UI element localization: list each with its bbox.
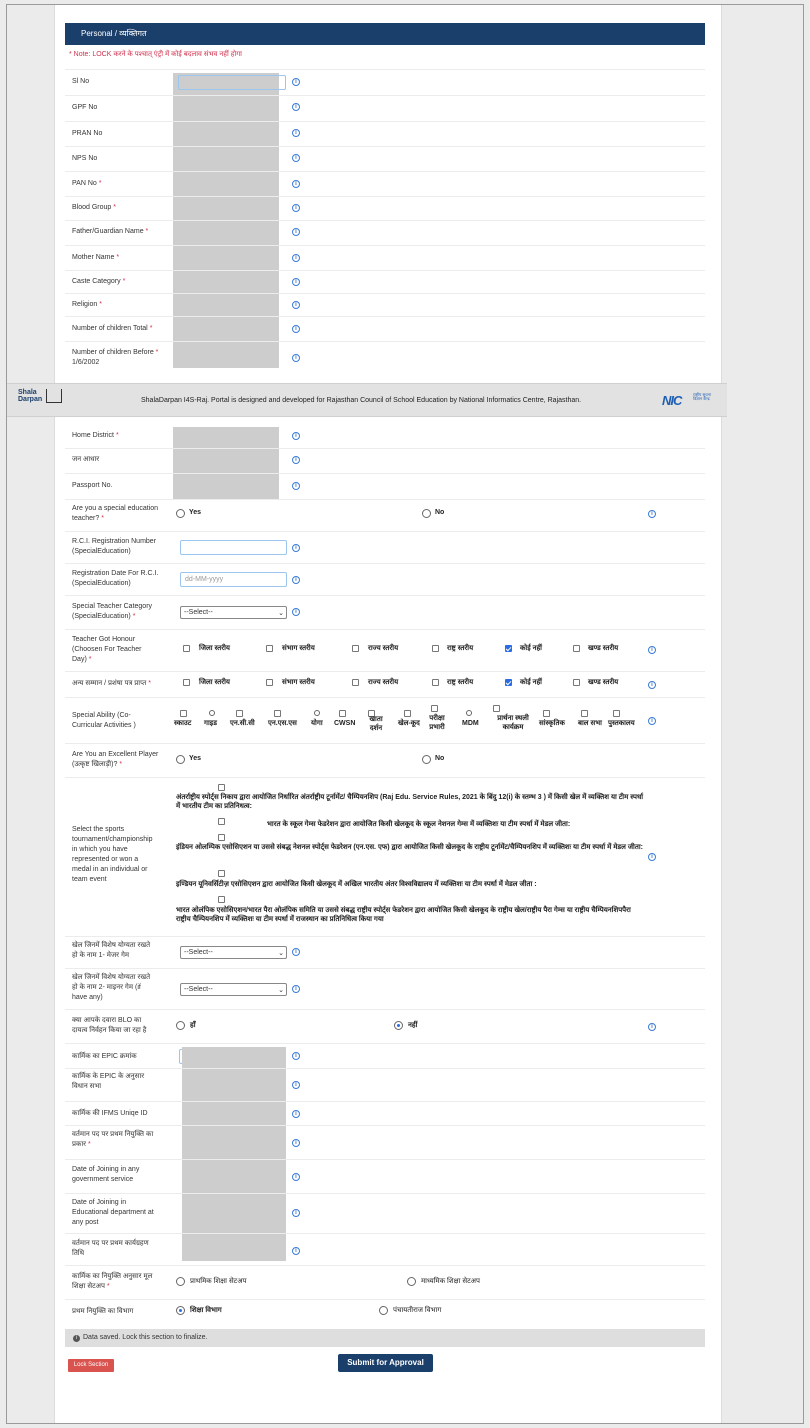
label-epic-assembly: कार्मिक के EPIC के अनुसार विधान सभा: [72, 1073, 145, 1090]
registration-date-input[interactable]: dd-MM-yyyy: [180, 572, 287, 587]
browser-viewport: [6, 4, 804, 1424]
ability-checkbox[interactable]: [339, 710, 346, 717]
label-first-appointment: वर्तमान पद पर प्रथम नियुक्ति का प्रकार *: [72, 1131, 154, 1148]
ability-label: खेल-कूद: [398, 720, 420, 727]
secondary-setup-label: माध्यमिक शिक्षा सेटअप: [421, 1278, 480, 1285]
label-passport-no: Passport No.: [72, 482, 113, 489]
info-icon[interactable]: i: [292, 1052, 300, 1060]
no-label: No: [435, 755, 445, 762]
ability-label: बाल सभा: [578, 720, 602, 727]
label-mother-name: Mother Name *: [72, 254, 120, 261]
ability-label: योगा: [311, 720, 323, 727]
label-special-ability: Special Ability (Co- Curricular Activities ): [72, 712, 136, 729]
nic-logo-subtitle: राष्ट्रीय सूचना विज्ञान केन्द्र: [693, 392, 711, 401]
honour-option-label: जिला स्तरीय: [199, 645, 230, 652]
nahin-label: नहीं: [408, 1022, 418, 1029]
sports-checkbox[interactable]: [218, 834, 225, 841]
excellent-player-no-radio[interactable]: [422, 755, 431, 764]
label-other-award: अन्य सम्मान / प्रशंषा पत्र प्राप्त *: [72, 680, 151, 687]
panchayati-raj-label: पंचायतीराज विभाग: [393, 1307, 442, 1314]
award-option-label: कोई नहीं: [520, 679, 542, 686]
label-doj-government: Date of Joining in any government service: [72, 1166, 140, 1183]
sports-option-label: इंडियन ओलम्पिक एसोसिएशन या उससे संबद्ध नेशनल स्पोर्ट्स फेडरेशन (एन.एस. एफ) द्वारा आयोजित किसी खेलकूद के राष्ट्रीय टूर्नामेंट/चैम्पियनशिप में व्यक्तिशः या टीम स्पर्धा में मेडल जीता:: [176, 844, 643, 851]
info-icon[interactable]: i: [292, 78, 300, 86]
info-icon[interactable]: i: [292, 325, 300, 333]
sports-checkbox[interactable]: [218, 818, 225, 825]
info-icon[interactable]: i: [648, 646, 656, 654]
info-icon[interactable]: i: [648, 681, 656, 689]
info-icon[interactable]: i: [292, 204, 300, 212]
info-icon[interactable]: i: [292, 1139, 300, 1147]
special-teacher-no-radio[interactable]: [422, 509, 431, 518]
info-icon[interactable]: i: [292, 1110, 300, 1118]
section-header: Personal / व्यक्तिगत: [65, 23, 705, 45]
info-icon[interactable]: i: [648, 1023, 656, 1031]
ability-checkbox[interactable]: [314, 710, 320, 716]
sports-option-label: भारत ओलंपिक एसोसिएशन/भारत पैरा ओलंपिक समिति या उससे संबद्ध राष्ट्रीय स्पोर्ट्स फेडरेशन द्वारा आयोजित किसी खेलकूद के राष्ट्रीय खेल/राष्ट्रीय पैरा गेम्स या राष्ट्रीय चैम्पियनशिपपैरा राष्ट्रीय चैम्पियनशिप में व्यक्तिशः या टीम स्पर्धा में राजस्थान का प्रतिनिधित्व किया गया: [176, 907, 631, 923]
award-option-label: जिला स्तरीय: [199, 679, 230, 686]
honour-option-label: कोई नहीं: [520, 645, 542, 652]
honour-checkbox[interactable]: [266, 645, 273, 652]
ability-checkbox[interactable]: [613, 710, 620, 717]
ability-label: सांस्कृतिक: [539, 720, 565, 727]
ability-checkbox[interactable]: [466, 710, 472, 716]
info-icon[interactable]: i: [292, 1173, 300, 1181]
ability-checkbox[interactable]: [404, 710, 411, 717]
honour-option-label: राज्य स्तरीय: [368, 645, 399, 652]
award-checkbox[interactable]: [432, 679, 439, 686]
info-icon[interactable]: i: [292, 301, 300, 309]
info-icon[interactable]: i: [292, 432, 300, 440]
label-pran-no: PRAN No: [72, 130, 103, 137]
honour-option-label: संभाग स्तरीय: [282, 645, 315, 652]
ability-label: गाइड: [204, 720, 217, 727]
sports-checkbox[interactable]: [218, 896, 225, 903]
label-ifms-id: कार्मिक की IFMS Uniqe ID: [72, 1110, 148, 1117]
excellent-player-yes-radio[interactable]: [176, 755, 185, 764]
label-doj-education: Date of Joining in Educational department at any post: [72, 1199, 154, 1226]
label-religion: Religion *: [72, 301, 102, 308]
ability-checkbox[interactable]: [209, 710, 215, 716]
label-blood-group: Blood Group *: [72, 204, 116, 211]
status-bar: [65, 1329, 705, 1347]
special-teacher-category-select[interactable]: --Select-- ⌄: [180, 606, 287, 619]
label-sports-tournament: Select the sports tournament/championship in which you have represented or won a medal in an individual or team event: [72, 826, 153, 883]
award-checkbox[interactable]: [505, 679, 512, 686]
sports-checkbox[interactable]: [218, 784, 225, 791]
label-nps-no: NPS No: [72, 155, 98, 162]
yes-label: Yes: [189, 509, 202, 516]
honour-checkbox[interactable]: [183, 645, 190, 652]
info-icon[interactable]: i: [292, 456, 300, 464]
ability-checkbox[interactable]: [493, 705, 500, 712]
info-icon[interactable]: i: [648, 717, 656, 725]
award-checkbox[interactable]: [183, 679, 190, 686]
info-icon[interactable]: i: [648, 510, 656, 518]
honour-option-label: राष्ट्र स्तरीय: [447, 645, 474, 652]
site-footer: [7, 383, 727, 417]
info-icon[interactable]: i: [292, 1081, 300, 1089]
info-icon[interactable]: i: [292, 278, 300, 286]
haan-label: हाँ: [190, 1022, 196, 1029]
info-icon[interactable]: i: [292, 103, 300, 111]
honour-checkbox[interactable]: [573, 645, 580, 652]
no-label: No: [435, 509, 445, 516]
info-icon[interactable]: i: [292, 948, 300, 956]
honour-checkbox[interactable]: [505, 645, 512, 652]
ability-label: प्रार्थना स्थली कार्यक्रम: [497, 715, 529, 731]
ability-checkbox[interactable]: [543, 710, 550, 717]
label-minor-game: खेल जिनमें विशेष योग्यता रखते हो के नाम 2- माइनर गेम (if have any): [72, 974, 151, 1001]
label-father-name: Father/Guardian Name *: [72, 228, 149, 235]
panchayati-raj-radio[interactable]: [379, 1306, 388, 1315]
award-option-label: संभाग स्तरीय: [282, 679, 315, 686]
label-jan-aadhar: जन आधार: [72, 456, 100, 463]
footer-text: ShalaDarpan I4S-Raj. Portal is designed and developed for Rajasthan Council of School Education by National Informatics Centre, Rajasthan.: [141, 397, 582, 404]
award-option-label: खण्ड स्तरीय: [588, 679, 619, 686]
award-checkbox[interactable]: [573, 679, 580, 686]
label-home-district: Home District *: [72, 432, 119, 439]
info-icon[interactable]: i: [292, 608, 300, 616]
form-card: [54, 4, 722, 1424]
info-icon[interactable]: i: [292, 254, 300, 262]
ability-checkbox[interactable]: [236, 710, 243, 717]
blo-no-radio[interactable]: [394, 1021, 403, 1030]
sports-checkbox[interactable]: [218, 870, 225, 877]
label-original-setup: कार्मिक का नियुक्ति अनुसार मूल शिक्षा सेटअप *: [72, 1273, 153, 1290]
label-blo-duty: क्या आपके दवारा BLO का दायत्व निर्वहन किया जा रहा है: [72, 1017, 147, 1034]
info-icon: i: [73, 1335, 80, 1342]
minor-game-select[interactable]: --Select-- ⌄: [180, 983, 287, 996]
label-special-teacher: Are you a special education teacher? *: [72, 505, 158, 522]
info-icon[interactable]: i: [292, 129, 300, 137]
shiksha-vibhag-label: शिक्षा विभाग: [190, 1307, 222, 1314]
ability-label: स्काउट: [174, 720, 192, 727]
ability-label: पुस्तकालय: [608, 720, 635, 727]
sports-option-label: इण्डियन यूनिवर्सिटीज़ एसोसिएशन द्वारा आयोजित किसी खेलकूद में अखिल भारतीय अंतर विश्वविद्यालय में व्यक्तिशः या टीम स्पर्धा में मेडल जीता :: [176, 881, 537, 888]
primary-setup-radio[interactable]: [176, 1277, 185, 1286]
award-checkbox[interactable]: [352, 679, 359, 686]
info-icon[interactable]: i: [648, 853, 656, 861]
primary-setup-label: प्राथमिक शिक्षा सेटअप: [190, 1278, 247, 1285]
info-icon[interactable]: i: [292, 1247, 300, 1255]
shaladarpan-logo: Shala Darpan: [18, 389, 42, 403]
blo-yes-radio[interactable]: [176, 1021, 185, 1030]
major-game-select[interactable]: --Select-- ⌄: [180, 946, 287, 959]
nic-logo: NIC: [662, 393, 682, 408]
special-teacher-yes-radio[interactable]: [176, 509, 185, 518]
label-excellent-player: Are You an Excellent Player (उत्कृष्ट खिलाड़ी)? *: [72, 751, 159, 768]
award-checkbox[interactable]: [266, 679, 273, 686]
info-icon[interactable]: i: [292, 985, 300, 993]
ability-label: एन.सी.सी: [230, 720, 255, 727]
label-teacher-honour: Teacher Got Honour (Choosen For Teacher Day) *: [72, 636, 142, 663]
ability-checkbox[interactable]: [180, 710, 187, 717]
submit-for-approval-button[interactable]: Submit for Approval: [338, 1354, 433, 1372]
info-icon[interactable]: i: [292, 154, 300, 162]
redacted-values-mid: [173, 427, 279, 499]
honour-checkbox[interactable]: [432, 645, 439, 652]
shiksha-vibhag-radio[interactable]: [176, 1306, 185, 1315]
lock-note: * Note: LOCK करने के पश्चात् एंट्री में कोई बदलाव संभव नहीं होगा: [69, 51, 242, 58]
ability-label: MDM: [462, 720, 479, 727]
sports-option-label: अंतर्राष्ट्रीय स्पोर्ट्स निकाय द्वारा आयोजित निर्धारित अंतर्राष्ट्रीय टूर्नामेंट/ चैम्पियनशिप (Raj Edu. Service Rules, 2021 के बिंदु 12(i) के स्तम्भ 3 ) में किसी खेल में व्यक्तिश या टीम स्पर्धा में भारतीय टीम का प्रतिनिधत्व:: [176, 794, 644, 810]
label-rci-number: R.C.I. Registration Number (SpecialEducation): [72, 538, 157, 555]
info-icon[interactable]: i: [292, 544, 300, 552]
ability-label: परीक्षा प्रभारी: [429, 715, 445, 731]
ability-checkbox[interactable]: [274, 710, 281, 717]
ability-label: खाता दर्शन: [369, 716, 383, 732]
sports-option-label: भारत के स्कूल गेम्स फेडरेशन द्वारा आयोजित किसी खेलकूद के स्कूल नेशनल गेम्स में व्यक्तिशः या टीम स्पर्धा में मेडल जीता:: [267, 821, 571, 828]
secondary-setup-radio[interactable]: [407, 1277, 416, 1286]
label-major-game: खेल जिनमें विशेष योग्यता रखते हो के नाम 1- मेजर गेम: [72, 942, 151, 959]
ability-label: एन.एस.एस: [268, 720, 297, 727]
award-option-label: राज्य स्तरीय: [368, 679, 399, 686]
info-icon[interactable]: i: [292, 576, 300, 584]
ability-checkbox[interactable]: [581, 710, 588, 717]
yes-label: Yes: [189, 755, 202, 762]
ability-label: CWSN: [334, 720, 356, 727]
label-pan-no: PAN No *: [72, 180, 102, 187]
status-message: Data saved. Lock this section to finalize.: [83, 1334, 208, 1341]
honour-checkbox[interactable]: [352, 645, 359, 652]
rci-number-input[interactable]: [180, 540, 287, 555]
label-sl-no: Sl No: [72, 78, 90, 85]
honour-option-label: खण्ड स्तरीय: [588, 645, 619, 652]
label-gpf-no: GPF No: [72, 104, 98, 111]
label-registration-date: Registration Date For R.C.I. (SpecialEducation): [72, 570, 159, 587]
info-icon[interactable]: i: [292, 482, 300, 490]
label-first-charge-date: वर्तमान पद पर प्रथम कार्यग्रहण तिथि: [72, 1240, 149, 1257]
label-epic-number: कार्मिक का EPIC क्रमांक: [72, 1053, 137, 1060]
label-special-teacher-category: Special Teacher Category (SpecialEducation) *: [72, 603, 153, 620]
info-icon[interactable]: i: [292, 180, 300, 188]
lock-section-button[interactable]: Lock Section: [68, 1359, 114, 1372]
ability-checkbox[interactable]: [431, 705, 438, 712]
sl-no-input[interactable]: [178, 75, 286, 90]
award-option-label: राष्ट्र स्तरीय: [447, 679, 474, 686]
label-first-department: प्रथम नियुक्ति का विभाग: [72, 1308, 134, 1315]
info-icon[interactable]: i: [292, 354, 300, 362]
label-children-before: Number of children Before * 1/6/2002: [72, 349, 159, 366]
label-caste-category: Caste Category *: [72, 278, 126, 285]
info-icon[interactable]: i: [292, 228, 300, 236]
label-children-total: Number of children Total *: [72, 325, 153, 332]
info-icon[interactable]: i: [292, 1209, 300, 1217]
redacted-values-bottom: [182, 1047, 286, 1261]
